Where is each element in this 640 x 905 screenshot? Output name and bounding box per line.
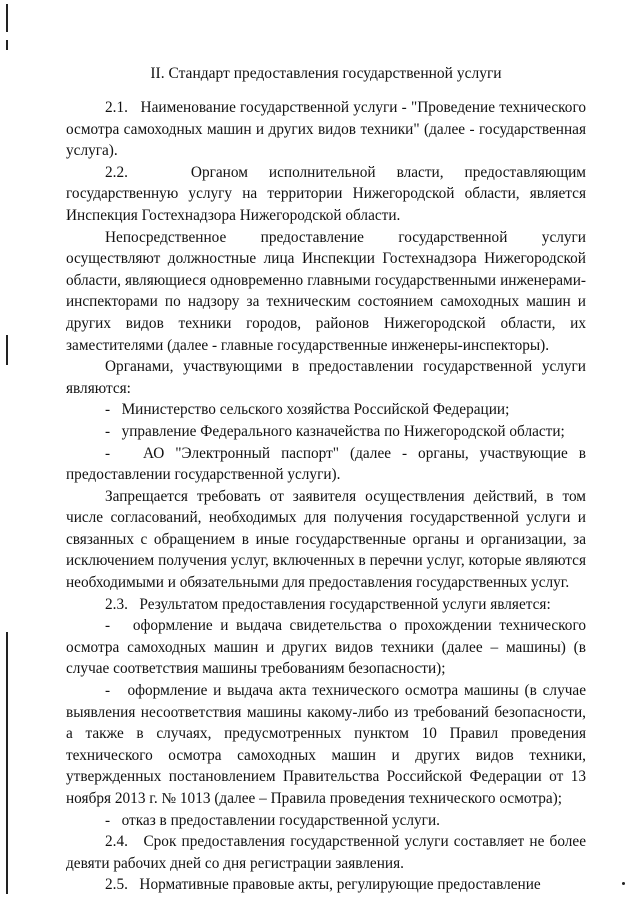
- paragraph-prohibition: Запрещается требовать от заявителя осуществления действий, в том числе согласований, необходимых для получения государственной услуги и связанных с обращением в иные государственные органы и организации, за исключением получения услуг, включенных в перечни услуг, которые являются необходимыми и обязательными для предоставления государственных услуг.: [66, 487, 586, 592]
- document-page: [66, 63, 586, 896]
- paragraph-2-3: 2.3. Результатом предоставления государственной услуги является:: [105, 595, 551, 613]
- scan-edge-mark-top: [6, 4, 8, 32]
- paragraph-2-2: 2.2. Органом исполнительной власти, предоставляющим государственную услугу на территории Нижегородской области, является Инспекция Гостехнадзора Нижегородской области.: [66, 163, 586, 224]
- list-item-treasury: - управление Федерального казначейства по Нижегородской области;: [105, 422, 565, 440]
- list-item-ministry: - Министерство сельского хозяйства Российской Федерации;: [105, 401, 510, 419]
- scan-edge-mark: [6, 40, 8, 50]
- list-item-refusal: - отказ в предоставлении государственной услуги.: [105, 811, 440, 829]
- paragraph-2-4: 2.4. Срок предоставления государственной услуги составляет не более девяти рабочих дней со дня регистрации заявления.: [66, 833, 586, 872]
- paragraph-2-5: 2.5. Нормативные правовые акты, регулирующие предоставление: [105, 876, 541, 894]
- paragraph-2-1: 2.1. Наименование государственной услуги - "Проведение технического осмотра самоходных машин и других видов техники" (далее - государственная услуга).: [66, 99, 586, 160]
- scan-edge-mark-bottom: [6, 632, 8, 894]
- section-heading: II. Стандарт предоставления государственной услуги: [150, 65, 502, 82]
- scan-speck: [622, 882, 625, 885]
- scan-edge-mark-middle: [6, 335, 8, 365]
- paragraph-officials: Непосредственное предоставление государственной услуги осуществляют должностные лица Инспекции Гостехнадзора Нижегородской области, являющиеся одновременно главными государственными инженерами-инспекторами по надзору за техническим состоянием самоходных машин и других видов техники городов, районов Нижегородской области, их заместителями (далее - главные государственные инженеры-инспекторы).: [66, 228, 586, 354]
- list-item-electronic-passport: - АО "Электронный паспорт" (далее - органы, участвующие в предоставлении государственной услуги).: [66, 444, 586, 484]
- paragraph-participants: Органами, участвующими в предоставлении государственной услуги являются:: [66, 358, 586, 397]
- list-item-inspection-act: - оформление и выдача акта технического осмотра машины (в случае выявления несоответствия машины какому-либо из требований безопасности, а также в случаях, предусмотренных пунктом 10 Правил проведения технического осмотра самоходных машин и других видов техники, утвержденных постановлением Правительства Российской Федерации от 13 ноября 2013 г. № 1013 (далее – Правила проведения технического осмотра);: [66, 682, 586, 807]
- list-item-certificate: - оформление и выдача свидетельства о прохождении технического осмотра самоходных машин и других видов техники (далее – машины) (в случае соответствия машины требованиям безопасности);: [66, 617, 586, 678]
